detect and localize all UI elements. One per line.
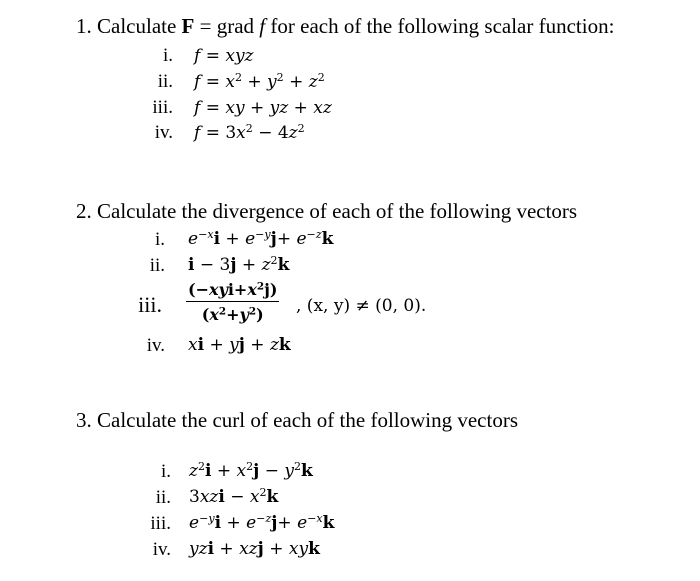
q2-item-label: ii. xyxy=(149,255,165,276)
q2-item-fraction xyxy=(186,280,279,324)
q3-item-expression: $3xzi - x^2k$ xyxy=(189,485,279,507)
q2-item-expression: $e^{-x}i + e^{-y}j+ e^{-z}k$ xyxy=(188,227,334,249)
q3-item-label: i. xyxy=(160,461,171,482)
q1-item-label: iii. xyxy=(152,97,173,118)
q2-item-label: iii. xyxy=(138,292,162,317)
q2-item-label: i. xyxy=(154,229,165,250)
question-3-number: 3. xyxy=(76,408,92,432)
q1-item-expression: f = xy + yz + xz xyxy=(194,98,332,118)
q1-item-label: ii. xyxy=(157,71,173,92)
q1-item-expression: $f = x^2 + y^2 + z^2$ xyxy=(194,70,325,92)
fraction-denominator: $(x^2+y^2)$ xyxy=(201,305,264,324)
question-1-title: 1. Calculate F = grad f for each of the following scalar function: xyxy=(76,14,615,38)
q3-item-label: ii. xyxy=(155,487,171,508)
question-1-number: 1. xyxy=(76,14,92,38)
q1-item-label: i. xyxy=(162,45,173,66)
q1-item-expression: $f = 3x^2 - 4z^2$ xyxy=(194,121,305,143)
q3-item-label: iii. xyxy=(150,513,171,534)
q3-item-expression: $e^{-y}i + e^{-z}j+ e^{-x}k$ xyxy=(189,511,335,533)
q3-item-expression: $z^2i + x^2j - y^2k$ xyxy=(189,459,313,481)
question-2-title: 2. Calculate the divergence of each of the following vectors xyxy=(76,199,578,223)
q2-item-expression: xi + yj + zk xyxy=(188,335,291,355)
q3-item-expression: yzi + xzj + xyk xyxy=(189,539,320,559)
q1-item-label: iv. xyxy=(154,122,173,143)
q2-item-condition: , (x, y) ≠ (0, 0). xyxy=(296,296,427,316)
question-3-title: 3. Calculate the curl of each of the following vectors xyxy=(76,408,519,432)
question-2-number: 2. xyxy=(76,199,92,223)
fraction-numerator: $(-xyi+x^2j)$ xyxy=(186,280,279,302)
q2-item-expression: $i - 3j + z^2k$ xyxy=(188,253,290,275)
q2-item-label: iv. xyxy=(146,335,165,356)
q3-item-label: iv. xyxy=(152,539,171,560)
q1-item-expression: f = xyz xyxy=(194,46,254,66)
